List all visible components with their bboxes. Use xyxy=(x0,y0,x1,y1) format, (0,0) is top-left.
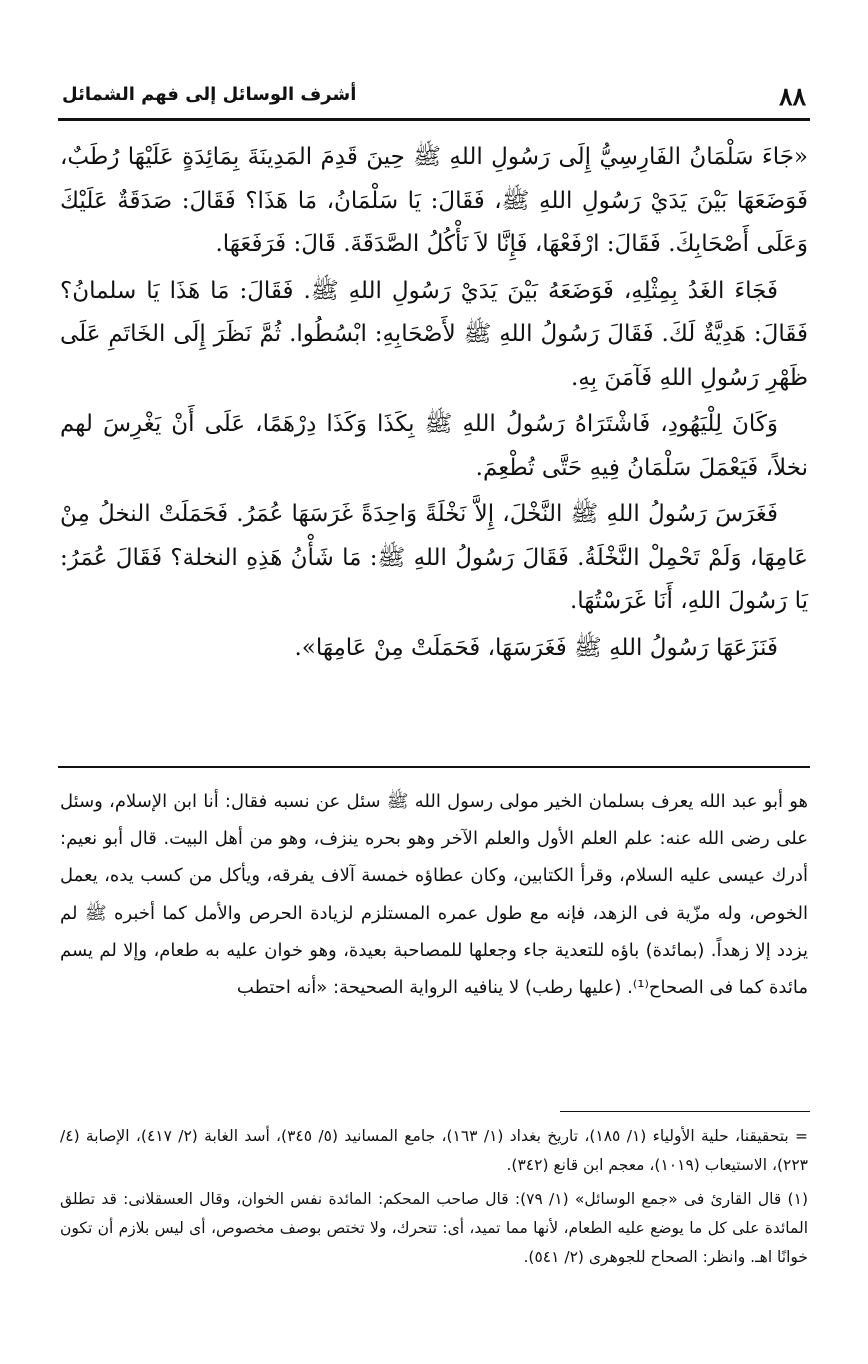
header-rule xyxy=(58,118,810,121)
section-divider xyxy=(58,766,810,768)
running-title: أشرف الوسائل إلى فهم الشمائل xyxy=(62,84,357,105)
hadith-paragraph: وَكَانَ لِلْيَهُودِ، فَاشْتَرَاهُ رَسُولُ اللهِ ﷺ بِكَذَا وَكَذَا دِرْهَمًا، عَلَى أَنْ يَغْرِسَ لهم نخلاً، فَيَعْمَلَ سَلْمَانُ فِيهِ حَتَّى تُطْعِمَ. xyxy=(60,411,808,481)
hadith-paragraph: فَغَرَسَ رَسُولُ اللهِ ﷺ النَّخْلَ، إِلاَّ نَخْلَةً وَاحِدَةً غَرَسَهَا عُمَرُ. فَحَمَلَتْ النخلُ مِنْ عَامِهَا، وَلَمْ تَحْمِلْ النَّخْلَةُ. فَقَالَ رَسُولُ اللهِ ﷺ: مَا شَأْنُ هَذِهِ النخلة؟ فَقَالَ عُمَرُ: يَا رَسُولَ اللهِ، أَنَا غَرَسْتُهَا. xyxy=(60,501,808,614)
footnotes xyxy=(60,1122,808,1277)
hadith-paragraph: «جَاءَ سَلْمَانُ الفَارِسِيُّ إِلَى رَسُولِ اللهِ ﷺ حِينَ قَدِمَ المَدِينَةَ بِمَائِدَةٍ عَلَيْهَا رُطَبٌ، فَوَضَعَهَا بَيْنَ يَدَيْ رَسُولِ اللهِ ﷺ، فَقَالَ: يَا سَلْمَانُ، مَا هَذَا؟ فَقَالَ: صَدَقَةٌ عَلَيْكَ وَعَلَى أَصْحَابِكَ. فَقَالَ: ارْفَعْهَا، فَإِنَّا لاَ نَأْكُلُ الصَّدَقَةَ. قَالَ: فَرَفَعَهَا. xyxy=(60,144,808,257)
footnote-rule xyxy=(560,1111,810,1112)
footnote-1: (١) قال القارئ فى «جمع الوسائل» (١/ ٧٩): قال صاحب المحكم: المائدة نفس الخوان، وقال العسقلانى: قد تطلق المائدة على كل ما يوضع عليه الطعام، لأنها مما تميد، أى: تتحرك، ولا تختص بوصف مخصوص، أى ليس بلازم أن تكون خوانًا اهـ. وانظر: الصحاح للجوهرى (٢/ ٥٤١). xyxy=(60,1190,808,1266)
hadith-text xyxy=(60,136,808,670)
page-header xyxy=(62,80,806,116)
page-number: ٨٨ xyxy=(779,82,806,111)
hadith-paragraph: فَنَزَعَهَا رَسُولُ اللهِ ﷺ فَغَرَسَهَا، فَحَمَلَتْ مِنْ عَامِهَا». xyxy=(294,634,778,661)
commentary-paragraph: هو أبو عبد الله يعرف بسلمان الخير مولى رسول الله ﷺ سئل عن نسبه فقال: أنا ابن الإسلام، وسئل على رضى الله عنه: علم العلم الأول والعلم الآخر وهو بحره ينزف، وهو من أهل البيت. قال أبو نعيم: أدرك عيسى عليه السلام، وقرأ الكتابين، وكان عطاؤه خمسة آلاف يفرقه، ويأكل من كسب يده، يعمل الخوص، وله مزّية فى الزهد، فإنه مع طول عمره المستلزم لزيادة الحرص والأمل كما أخبره ﷺ لم يزدد إلا زهداً. (بمائدة) باؤه للتعدية جاء وجعلها للمصاحبة بعيدة، وهو خوان عليه به طعام، وإلا لم يسم مائدة كما فى الصحاح⁽¹⁾. (عليها رطب) لا ينافيه الرواية الصحيحة: «أنه احتطب xyxy=(60,791,808,999)
hadith-paragraph: فَجَاءَ الغَدُ بِمِثْلِهِ، فَوَضَعَهُ بَيْنَ يَدَيْ رَسُولِ اللهِ ﷺ. فَقَالَ: مَا هَذَا يَا سلمانُ؟ فَقَالَ: هَدِيَّةٌ لَكَ. فَقَالَ رَسُولُ اللهِ ﷺ لأَصْحَابِهِ: ابْسُطُوا. ثُمَّ نَظَرَ إِلَى الخَاتَمِ عَلَى ظَهْرِ رَسُولِ اللهِ فَآمَنَ بِهِ. xyxy=(60,277,809,391)
footnote-continued: = بتحقيقنا، حلية الأولياء (١/ ١٨٥)، تاريخ بغداد (١/ ١٦٣)، جامع المسانيد (٥/ ٣٤٥)، أسد الغابة (٢/ ٤١٧)، الإصابة (٤/ ٢٢٣)، الاستيعاب (١٠١٩)، معجم ابن قانع (٣٤٢). xyxy=(60,1127,809,1174)
commentary-text xyxy=(60,783,808,1006)
